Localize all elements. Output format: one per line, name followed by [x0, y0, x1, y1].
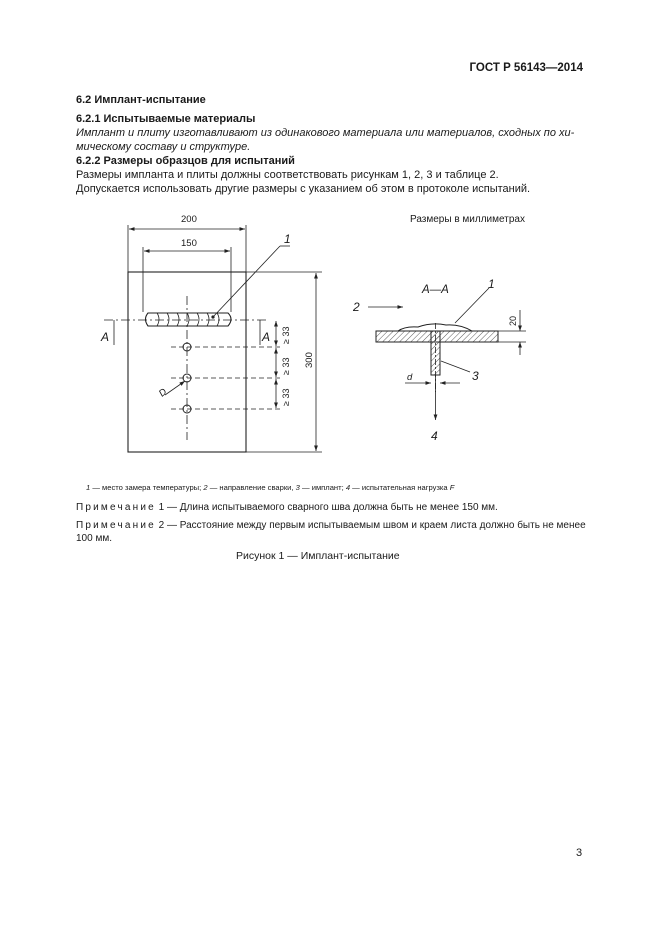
- dim-20-label: 20: [508, 315, 518, 326]
- diameter-label: D: [156, 386, 170, 400]
- figure-caption: Рисунок 1 — Имплант-испытание: [236, 550, 400, 562]
- section-heading: 6.2 Имплант-испытание: [76, 94, 206, 106]
- page-number: 3: [576, 847, 583, 859]
- materials-text-line2: мическому составу и структуре.: [76, 141, 251, 153]
- document-header: ГОСТ Р 56143—2014: [469, 62, 583, 74]
- note-2: Примечание 2 — Расстояние между первым испытываемым швом и краем листа должно быть не менее: [76, 520, 586, 531]
- section-label-left: A: [101, 330, 110, 344]
- dim-33-third: ≥ 33: [281, 388, 291, 406]
- figure-legend: 1 — место замера температуры; 2 — направление сварки, 3 — имплант; 4 — испытательная нагрузка F: [86, 483, 455, 492]
- section-weld: [398, 324, 472, 331]
- note-1: Примечание 1 — Длина испытываемого сварного шва должна быть не менее 150 мм.: [76, 502, 498, 513]
- dim-33-second: ≥ 33: [281, 357, 291, 375]
- callout-4: 4: [431, 429, 438, 443]
- dim-150-label: 150: [181, 238, 197, 249]
- units-note: Размеры в миллиметрах: [410, 214, 525, 225]
- callout-2: 2: [353, 300, 360, 314]
- dim-33-first: ≥ 33: [281, 326, 291, 344]
- dim-300-label: 300: [304, 352, 315, 368]
- section-label-right: A: [262, 330, 271, 344]
- section-title: A—A: [422, 284, 449, 296]
- callout-3: 3: [472, 369, 479, 383]
- callout-1-plan: 1: [284, 232, 291, 246]
- subsection-heading-materials: 6.2.1 Испытываемые материалы: [76, 113, 256, 125]
- note-2-continuation: 100 мм.: [76, 533, 112, 544]
- sizes-text-line1: Размеры импланта и плиты должны соответствовать рисункам 1, 2, 3 и таблице 2.: [76, 169, 499, 181]
- sizes-text-line2: Допускается использовать другие размеры с указанием об этом в протоколе испытаний.: [76, 183, 531, 195]
- callout-1-section: 1: [488, 277, 495, 291]
- subsection-heading-sizes: 6.2.2 Размеры образцов для испытаний: [76, 155, 295, 167]
- dim-d-label: d: [407, 372, 413, 383]
- dim-200-label: 200: [181, 214, 197, 225]
- materials-text-line1: Имплант и плиту изготавливают из одинакового материала или материалов, сходных по хи-: [76, 127, 575, 139]
